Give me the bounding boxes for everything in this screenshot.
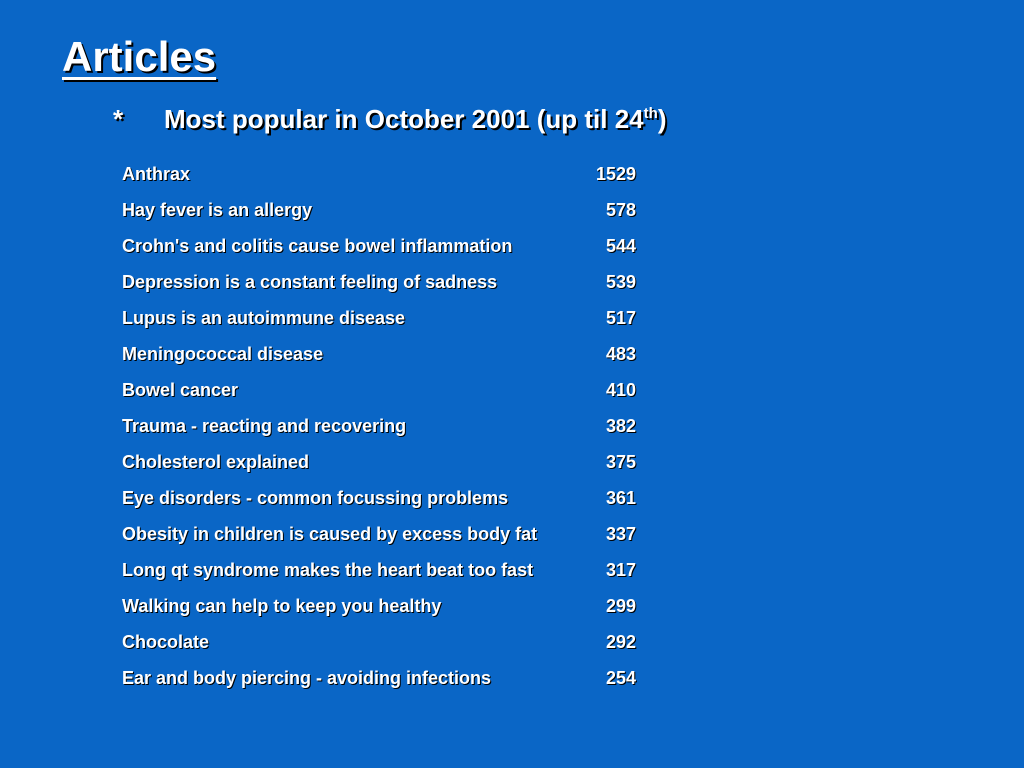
article-name: Lupus is an autoimmune disease [122, 307, 406, 328]
article-name: Eye disorders - common focussing problems [122, 487, 509, 508]
article-name: Anthrax [122, 163, 191, 184]
table-row [120, 336, 636, 372]
article-count: 1529 [595, 163, 636, 184]
article-count: 578 [605, 199, 636, 220]
table-row [120, 516, 636, 552]
table-row [120, 660, 636, 696]
table-row [120, 444, 636, 480]
article-name: Long qt syndrome makes the heart beat too fast [122, 559, 534, 580]
article-name: Crohn's and colitis cause bowel inflammation [122, 235, 513, 256]
table-row [120, 372, 636, 408]
article-name: Trauma - reacting and recovering [122, 415, 407, 436]
article-count: 299 [605, 595, 636, 616]
article-name: Depression is a constant feeling of sadness [122, 271, 498, 292]
table-row [120, 228, 636, 264]
article-name: Bowel cancer [122, 379, 239, 400]
subtitle-end: ) [657, 104, 667, 134]
table-row [120, 408, 636, 444]
table-row [120, 588, 636, 624]
slide-title: Articles [62, 33, 217, 80]
article-name: Walking can help to keep you healthy [122, 595, 442, 616]
subtitle-text: Most popular in October 2001 (up til 24 [164, 104, 644, 134]
article-count: 337 [605, 523, 636, 544]
bullet-marker: * [113, 104, 124, 134]
article-name: Cholesterol explained [122, 451, 310, 472]
article-count: 382 [605, 415, 636, 436]
article-count: 292 [605, 631, 636, 652]
article-count: 410 [605, 379, 636, 400]
table-row [120, 156, 636, 192]
table-row [120, 480, 636, 516]
article-name: Obesity in children is caused by excess body fat [122, 523, 538, 544]
article-name: Meningococcal disease [122, 343, 324, 364]
article-count: 483 [605, 343, 636, 364]
table-row [120, 264, 636, 300]
subtitle-superscript: th [643, 105, 658, 122]
table-row [120, 300, 636, 336]
article-count: 254 [605, 667, 636, 688]
articles-table [120, 156, 636, 696]
article-name: Chocolate [122, 631, 210, 652]
article-count: 517 [605, 307, 636, 328]
article-count: 317 [605, 559, 636, 580]
article-count: 544 [605, 235, 636, 256]
table-row [120, 624, 636, 660]
slide-subtitle [113, 104, 666, 135]
table-row [120, 552, 636, 588]
article-count: 361 [605, 487, 636, 508]
table-row [120, 192, 636, 228]
article-name: Hay fever is an allergy [122, 199, 313, 220]
article-count: 375 [605, 451, 636, 472]
article-name: Ear and body piercing - avoiding infections [122, 667, 492, 688]
article-count: 539 [605, 271, 636, 292]
